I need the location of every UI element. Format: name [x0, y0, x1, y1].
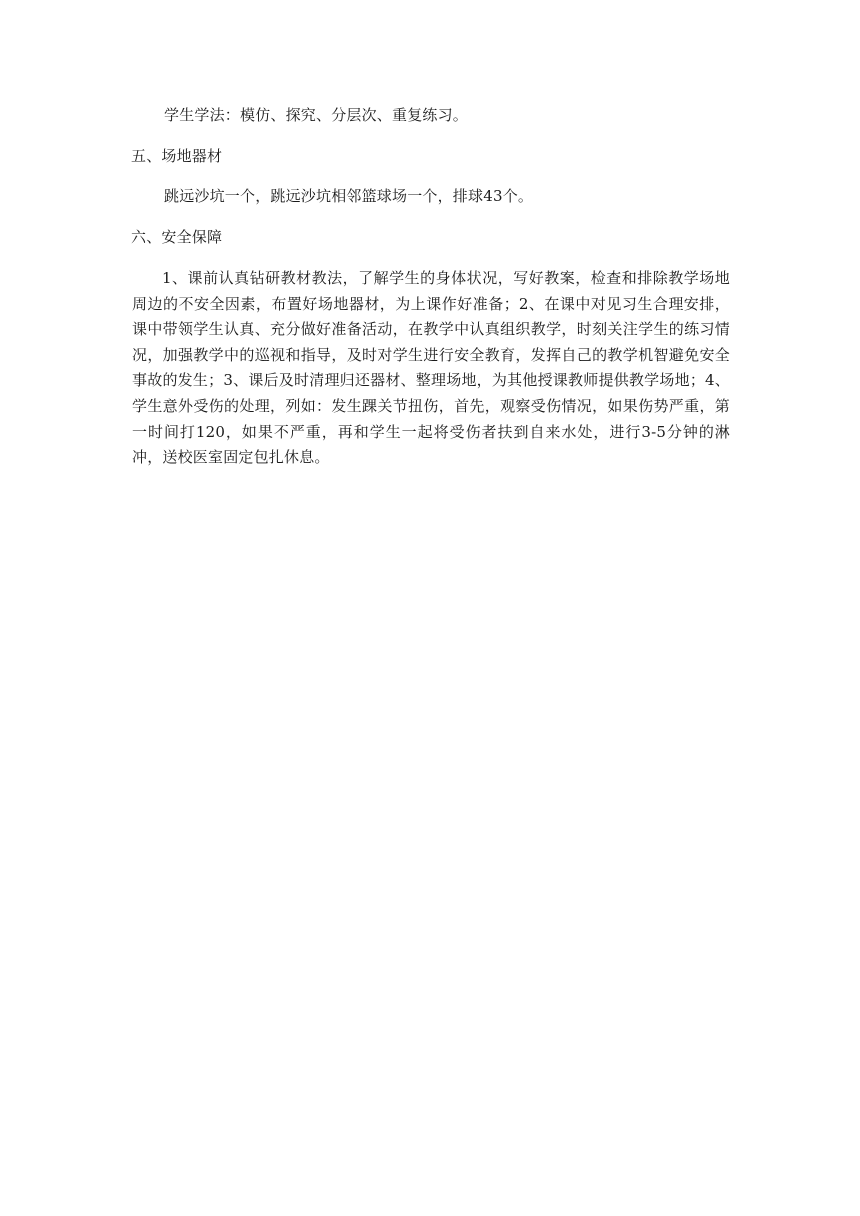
- student-methods-line: 学生学法：模仿、探究、分层次、重复练习。: [164, 106, 469, 124]
- safety-paragraph: 1、课前认真钻研教材教法，了解学生的身体状况，写好教案，检查和排除教学场地周边的不安全因素，布置好场地器材，为上课作好准备；2、在课中对见习生合理安排，课中带领学生认真、充分做好准备活动，在教学中认真组织教学，时刻关注学生的练习情况，加强教学中的巡视和指导，及时对学生进行安全教育，发挥自己的教学机智避免安全事故的发生；3、课后及时清理归还器材、整理场地，为其他授课教师提供教学场地；4、学生意外受伤的处理，列如：发生踝关节扭伤，首先，观察受伤情况，如果伤势严重，第一时间打120，如果不严重，再和学生一起将受伤者扶到自来水处，进行3-5分钟的淋冲，送校医室固定包扎休息。: [132, 269, 730, 467]
- section-heading-safety: 六、安全保障: [131, 228, 223, 246]
- venue-equipment-text: 跳远沙坑一个，跳远沙坑相邻篮球场一个，排球43个。: [164, 187, 534, 205]
- section-heading-venue-equipment: 五、场地器材: [131, 147, 223, 165]
